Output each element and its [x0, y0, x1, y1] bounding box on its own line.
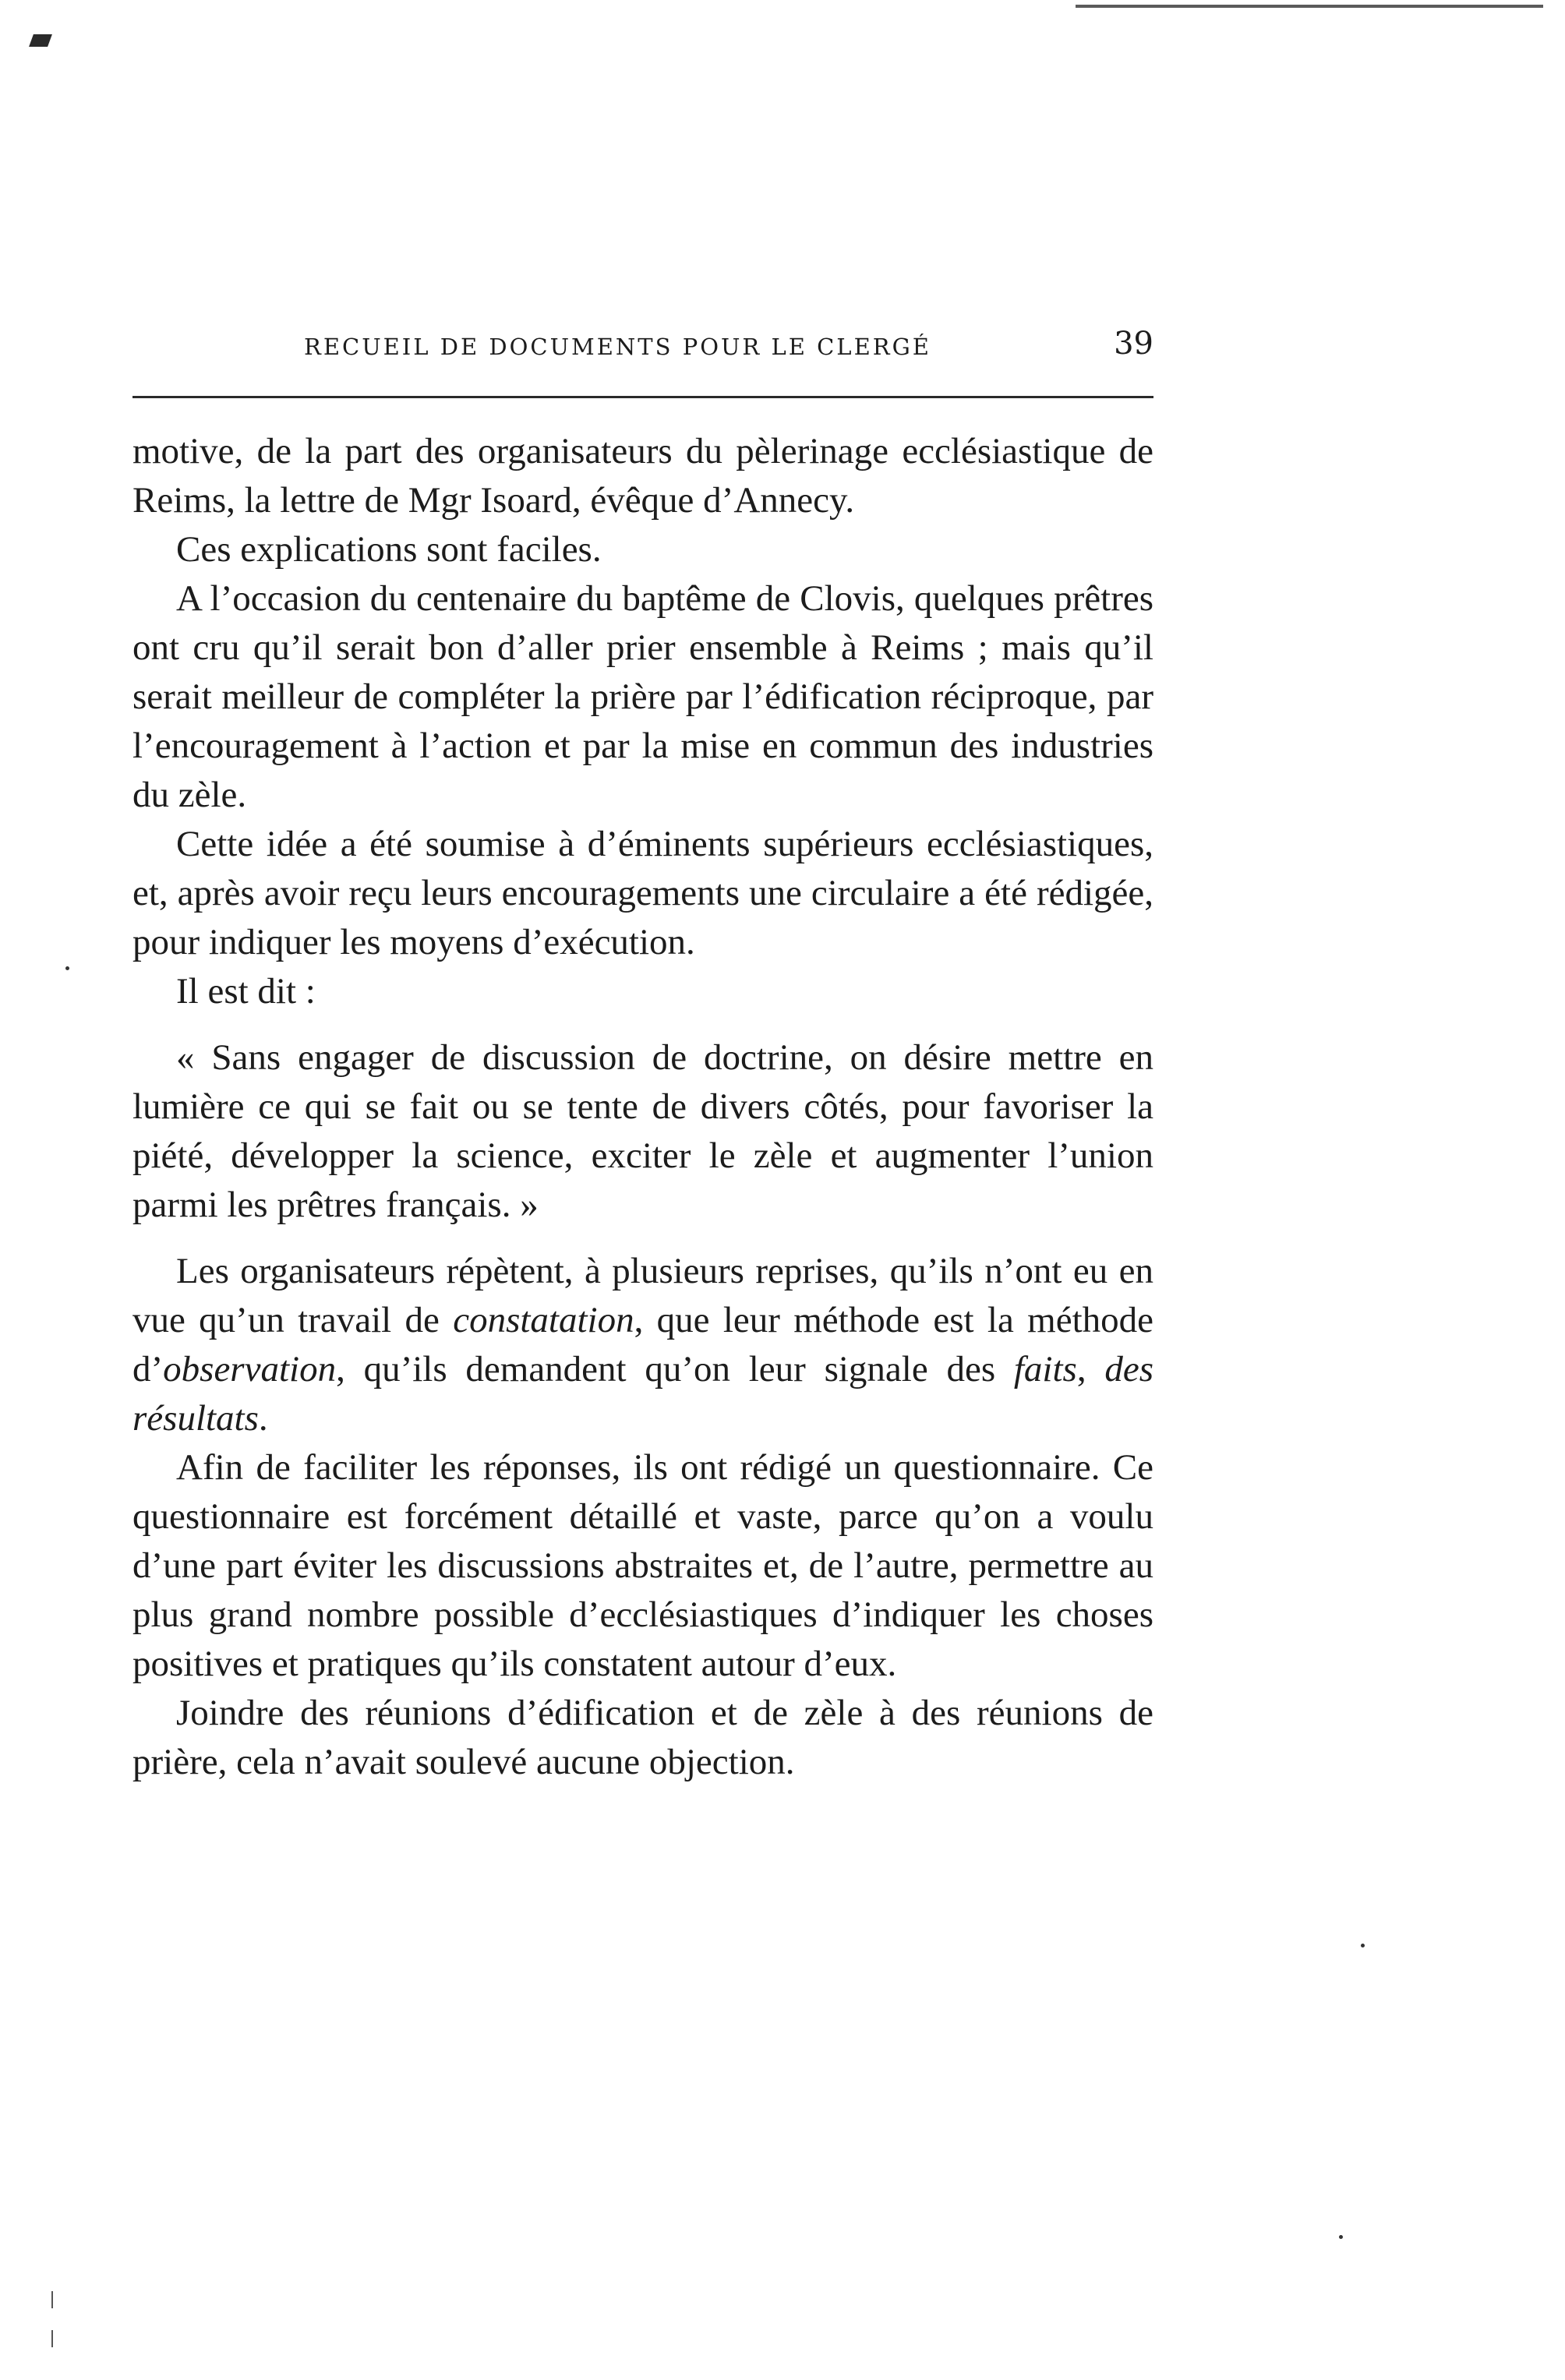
- paragraph-7: [132, 1247, 1153, 1443]
- paragraph-7-text-a: Les organisateurs répètent, à plusieurs reprises, qu’ils n’ont eu en vue qu’un travail de: [132, 1251, 1153, 1340]
- body-text: [132, 427, 1153, 1787]
- emphasis-resultats: des résultats: [132, 1349, 1154, 1439]
- stray-dot-right: [1361, 1944, 1365, 1947]
- header-rule: [132, 396, 1153, 398]
- page-number: 39: [1114, 326, 1153, 362]
- margin-tick-2: [51, 2330, 53, 2347]
- quotation-paragraph: « Sans engager de discussion de doctrine, on désire mettre en lumière ce qui se fait ou se tente de divers côtés, pour favoriser la piété, développer la science, exciter le zèle et augmenter l’union parmi les prêtres français. »: [132, 1037, 1153, 1225]
- emphasis-faits: faits: [1013, 1349, 1077, 1390]
- corner-ink-mark: [29, 34, 52, 47]
- paragraph-2: Ces explications sont faciles.: [176, 529, 602, 570]
- margin-tick-1: [51, 2291, 53, 2308]
- paragraph-7-text-c: , qu’ils demandent qu’on leur signale des: [336, 1349, 1014, 1390]
- emphasis-constatation: constatation: [453, 1300, 634, 1340]
- paragraph-4: Cette idée a été soumise à d’éminents supérieurs ecclésiastiques, et, après avoir reçu leurs encouragements une circulaire a été rédigée, pour indiquer les moyens d’exécution.: [132, 824, 1153, 962]
- running-title: RECUEIL DE DOCUMENTS POUR LE CLERGÉ: [304, 334, 931, 360]
- stray-dot-bottom: [1339, 2235, 1343, 2239]
- paragraph-1: motive, de la part des organisateurs du pèlerinage ecclésiastique de Reims, la lettre de Mgr Isoard, évêque d’Annecy.: [132, 431, 1153, 521]
- paragraph-3: A l’occasion du centenaire du baptême de Clovis, quelques prêtres ont cru qu’il serait bon d’aller prier ensemble à Reims ; mais qu’il serait meilleur de compléter la prière par l’édification réciproque, par l’encouragement à l’action et par la mise en commun des industries du zèle.: [132, 578, 1153, 815]
- paragraph-7-text-e: .: [258, 1398, 268, 1439]
- page-header: [132, 320, 1153, 366]
- top-edge-rule: [1076, 5, 1543, 8]
- paragraph-5: Il est dit :: [176, 971, 316, 1012]
- paragraph-7-text-d: ,: [1076, 1349, 1105, 1390]
- paragraph-8: Afin de faciliter les réponses, ils ont rédigé un questionnaire. Ce questionnaire est forcément détaillé et vaste, parce qu’on a voulu d’une part éviter les discussions abstraites et, de l’autre, permettre au plus grand nombre possible d’ecclésiastiques d’indiquer les choses positives et pratiques qu’ils constatent autour d’eux.: [132, 1447, 1153, 1684]
- paragraph-9: Joindre des réunions d’édification et de zèle à des réunions de prière, cela n’avait soulevé aucune objection.: [132, 1693, 1153, 1782]
- stray-dot-left: [65, 966, 69, 970]
- paragraph-7-text-b: , que leur méthode est la méthode d’: [132, 1300, 1153, 1390]
- emphasis-observation: observation: [163, 1349, 337, 1390]
